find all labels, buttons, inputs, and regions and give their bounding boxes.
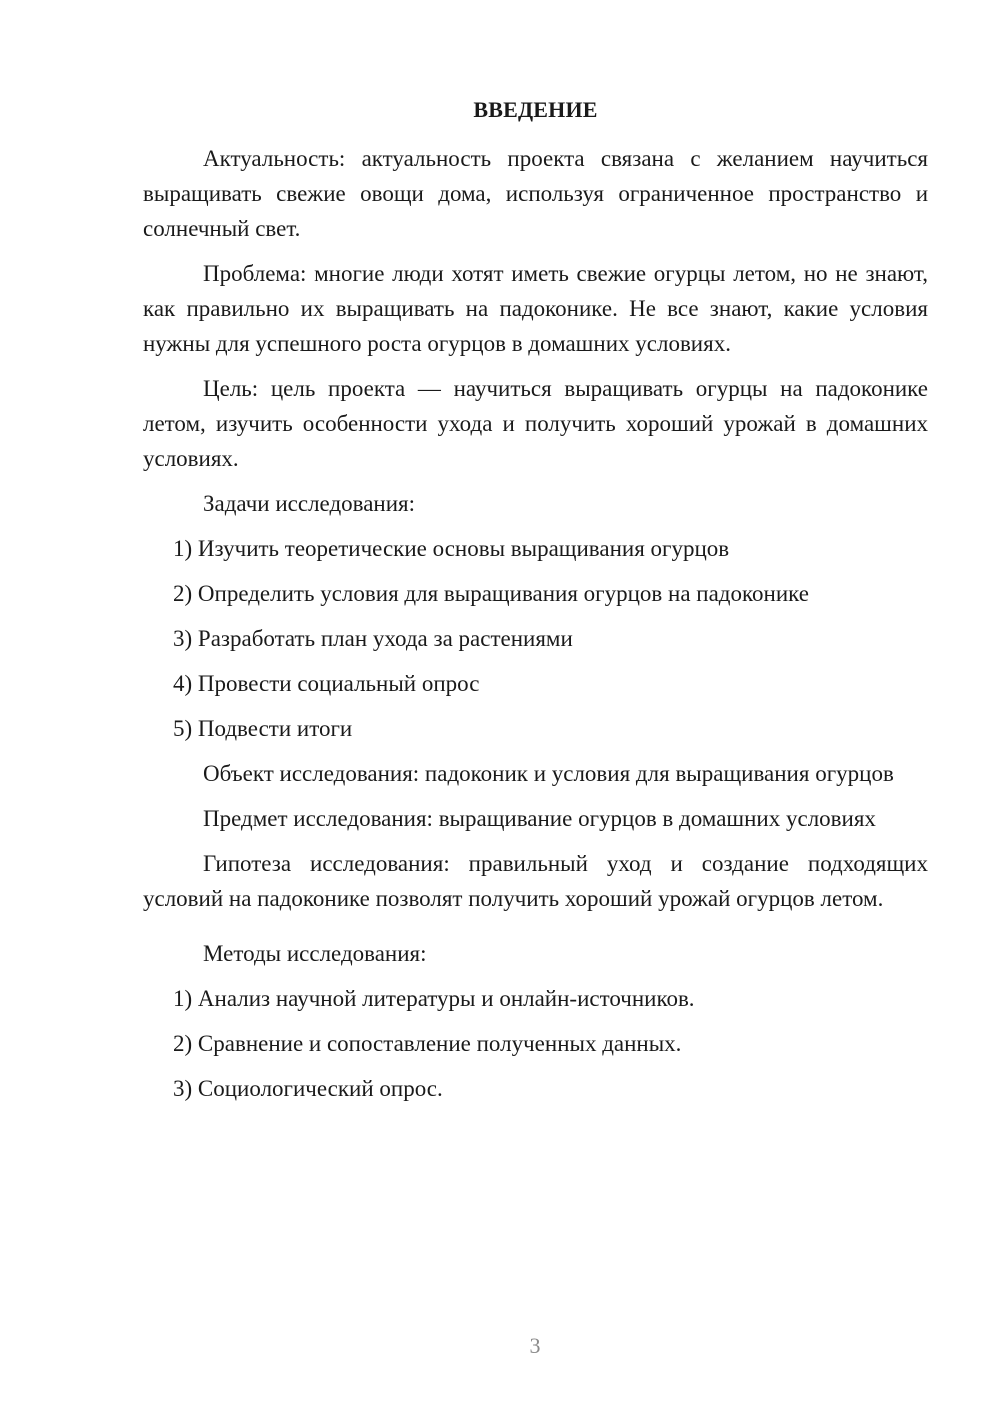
task-item: 4) Провести социальный опрос	[173, 671, 480, 696]
page-content	[143, 93, 928, 1116]
methods-heading: Методы исследования:	[203, 941, 427, 966]
paragraph-goal: Цель: цель проекта — научиться выращивать огурцы на падоконике летом, изучить особенности ухода и получить хороший урожай в домашних условиях.	[143, 376, 928, 471]
paragraph-relevance: Актуальность: актуальность проекта связана с желанием научиться выращивать свежие овощи дома, используя ограниченное пространство и солнечный свет.	[143, 146, 928, 241]
paragraph-problem: Проблема: многие люди хотят иметь свежие огурцы летом, но не знают, как правильно их выращивать на падоконике. Не все знают, какие условия нужны для успешного роста огурцов в домашних условиях.	[143, 261, 928, 356]
page-number: 3	[529, 1333, 541, 1358]
paragraph-object: Объект исследования: падоконик и условия для выращивания огурцов	[203, 761, 894, 786]
paragraph-subject: Предмет исследования: выращивание огурцов в домашних условиях	[203, 806, 876, 831]
method-item: 3) Социологический опрос.	[173, 1076, 443, 1101]
method-item: 1) Анализ научной литературы и онлайн-источников.	[173, 986, 695, 1011]
task-item: 3) Разработать план ухода за растениями	[173, 626, 573, 651]
paragraph-hypothesis: Гипотеза исследования: правильный уход и создание подходящих условий на падоконике позволят получить хороший урожай огурцов летом.	[143, 851, 928, 911]
method-item: 2) Сравнение и сопоставление полученных данных.	[173, 1031, 682, 1056]
tasks-heading: Задачи исследования:	[203, 491, 416, 516]
page-title: ВВЕДЕНИЕ	[473, 97, 598, 122]
task-item: 5) Подвести итоги	[173, 716, 353, 741]
task-item: 1) Изучить теоретические основы выращивания огурцов	[173, 536, 730, 561]
task-item: 2) Определить условия для выращивания огурцов на падоконике	[173, 581, 809, 606]
